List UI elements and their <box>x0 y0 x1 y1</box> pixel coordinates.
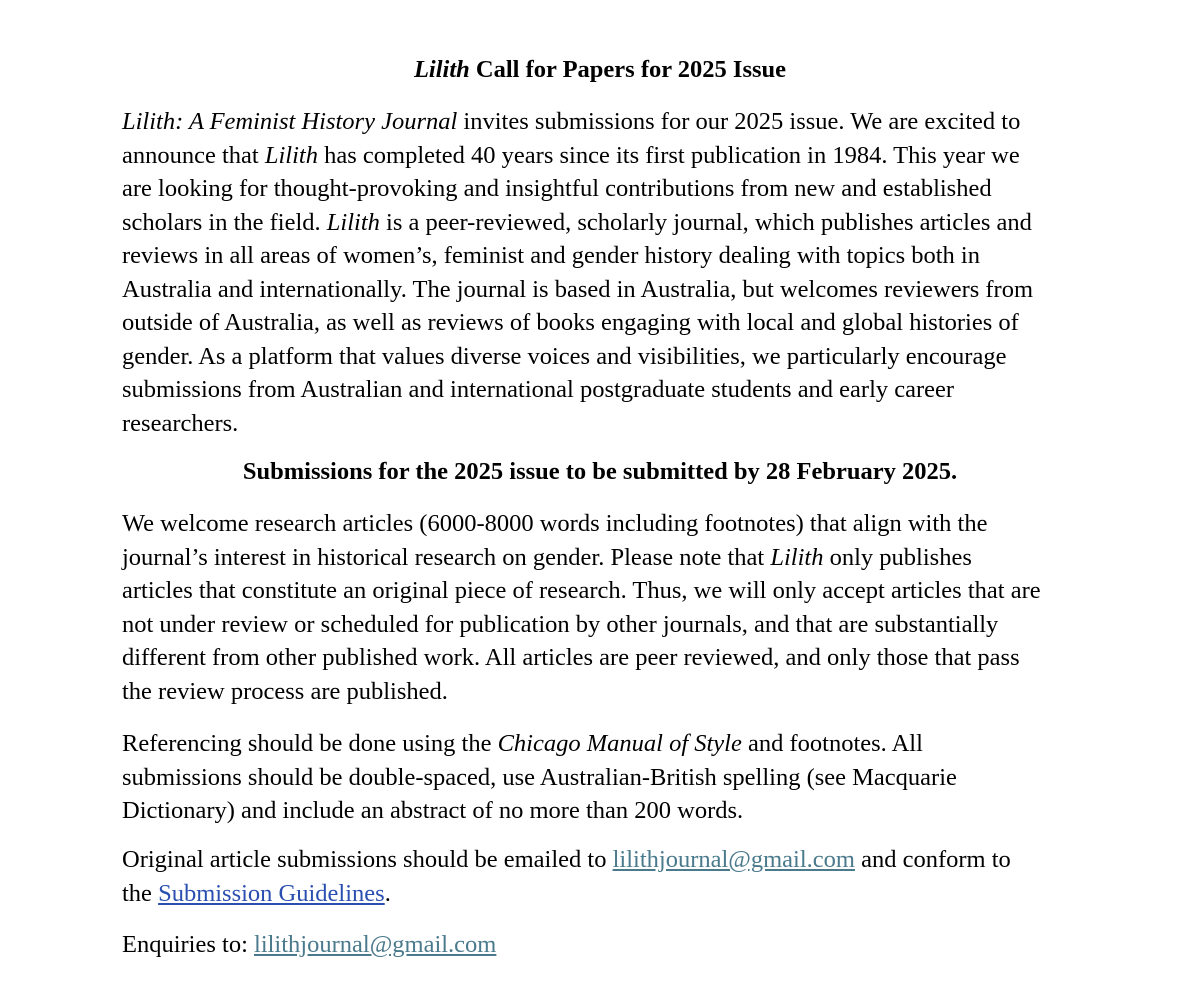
submission-email-link[interactable]: lilithjournal@gmail.com <box>612 846 855 873</box>
text-line: reviews in all areas of women’s, feminist and gender history dealing with topics both in <box>122 242 980 269</box>
text-line: announce that Lilith has completed 40 years since its first publication in 1984. This year we <box>122 141 1020 169</box>
text-line: submissions should be double-spaced, use Australian-British spelling (see Macquarie <box>122 763 957 791</box>
text-line: the review process are published. <box>122 677 448 705</box>
text-line: submissions from Australian and international postgraduate students and early career <box>122 376 955 403</box>
text-line: scholars in the field. Lilith is a peer-reviewed, scholarly journal, which publishes articles and <box>122 208 1032 236</box>
text-line: researchers. <box>122 409 239 437</box>
articles-paragraph <box>122 507 1122 708</box>
text-line: Original article submissions should be emailed to lilithjournal@gmail.com and conform to <box>122 846 1011 873</box>
page-title: Lilith Call for Papers for 2025 Issue <box>413 56 787 83</box>
submission-guidelines-link[interactable]: Submission Guidelines <box>158 879 385 907</box>
text-line: Australia and internationally. The journal is based in Australia, but welcomes reviewers from <box>122 275 1034 303</box>
text-line: Dictionary) and include an abstract of no more than 200 words. <box>122 797 744 824</box>
text-line: journal’s interest in historical research on gender. Please note that Lilith only publishes <box>122 543 972 571</box>
text-line: Lilith: A Feminist History Journal invites submissions for our 2025 issue. We are excited to <box>122 108 1021 135</box>
journal-name: Lilith <box>413 56 470 83</box>
text-line: articles that constitute an original piece of research. Thus, we will only accept articles that are <box>122 577 1041 604</box>
text-line: different from other published work. All articles are peer reviewed, and only those that pass <box>122 644 1020 671</box>
text-line: the Submission Guidelines. <box>122 879 391 907</box>
enquiries-email-link[interactable]: lilithjournal@gmail.com <box>254 931 497 958</box>
intro-paragraph <box>122 105 1122 440</box>
deadline-notice: Submissions for the 2025 issue to be submitted by 28 February 2025. <box>242 458 958 485</box>
text-line: are looking for thought-provoking and insightful contributions from new and established <box>122 175 992 202</box>
referencing-paragraph <box>122 727 1122 828</box>
submission-paragraph <box>122 843 1122 910</box>
text-line: outside of Australia, as well as reviews of books engaging with local and global histories of <box>122 309 1019 336</box>
text-line: Referencing should be done using the Chicago Manual of Style and footnotes. All <box>122 730 923 757</box>
text-line: We welcome research articles (6000-8000 words including footnotes) that align with the <box>122 510 988 537</box>
text-line: gender. As a platform that values diverse voices and visibilities, we particularly encourage <box>122 342 1007 370</box>
enquiries-label: Enquiries to: <box>122 931 255 958</box>
enquiries-paragraph <box>122 928 1122 962</box>
text-line: not under review or scheduled for publication by other journals, and that are substantially <box>122 610 999 638</box>
